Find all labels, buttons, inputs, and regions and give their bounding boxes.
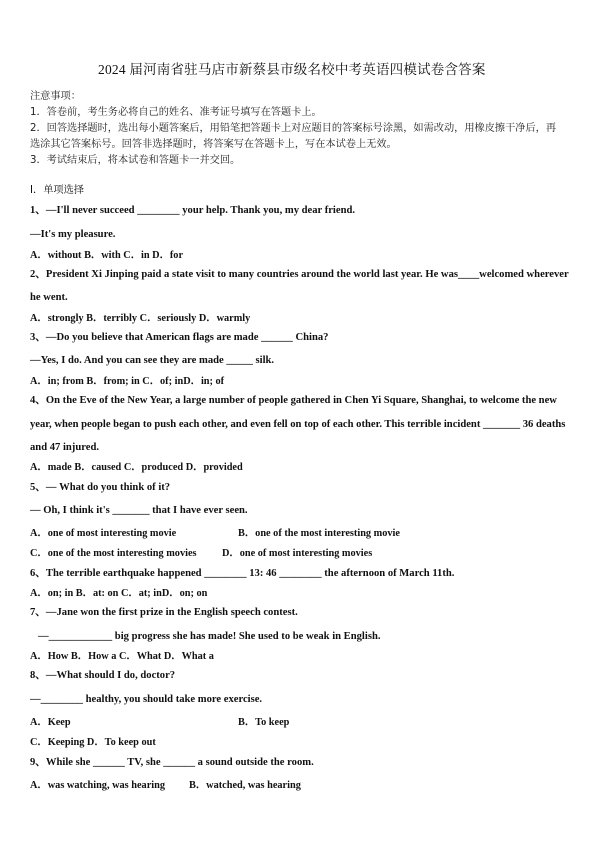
answer-option: D．one of most interesting movies <box>222 548 373 559</box>
question-line: —It's my pleasure. <box>30 229 116 240</box>
question-line: 4、On the Eve of the New Year, a large number of people gathered in Chen Yi Square, Shanghai, to welcome the new <box>30 395 557 406</box>
notes-heading: 注意事项： <box>30 91 81 102</box>
question-line: 2、President Xi Jinping paid a state visit to many countries around the world last year. He was____welcomed wherever <box>30 269 569 280</box>
answer-option: B．one of the most interesting movie <box>238 528 400 539</box>
answer-option: B．To keep <box>238 717 290 728</box>
answer-option: C．Keeping D．To keep out <box>30 737 156 748</box>
note-item: 3．考试结束后，将本试卷和答题卡一并交回。 <box>30 155 241 166</box>
answer-options: A．strongly B．terribly C．seriously D．warmly <box>30 313 251 324</box>
question-line: and 47 injured. <box>30 442 99 453</box>
answer-options: A．on; in B．at: on C．at; inD．on; on <box>30 588 208 599</box>
question-line: — Oh, I think it's _______ that I have ever seen. <box>30 505 248 516</box>
note-item: 1．答卷前，考生务必将自己的姓名、准考证号填写在答题卡上。 <box>30 107 322 118</box>
answer-option: B．watched, was hearing <box>189 780 301 791</box>
question-line: year, when people began to push each other, and even fell on top of each other. This terrible incident _______ 36 deaths <box>30 419 566 430</box>
question-line: —____________ big progress she has made! She used to be weak in English. <box>38 631 381 642</box>
question-line: 7、—Jane won the first prize in the English speech contest. <box>30 607 298 618</box>
note-item: 选涂其它答案标号。回答非选择题时，将答案写在答题卡上，写在本试卷上无效。 <box>30 139 397 150</box>
question-line: 3、—Do you believe that American flags are made ______ China? <box>30 332 329 343</box>
page-title: 2024 届河南省驻马店市新蔡县市级名校中考英语四模试卷含答案 <box>98 62 486 77</box>
question-line: —________ healthy, you should take more exercise. <box>30 694 263 705</box>
answer-option: A．Keep <box>30 717 71 728</box>
answer-options: A．How B．How a C．What D．What a <box>30 651 214 662</box>
question-line: 1、—I'll never succeed ________ your help. Thank you, my dear friend. <box>30 205 355 216</box>
note-item: 2．回答选择题时，选出每小题答案后，用铅笔把答题卡上对应题目的答案标号涂黑，如需改动，用橡皮擦干净后，再 <box>30 123 557 134</box>
section-heading: Ⅰ．单项选择 <box>30 185 84 196</box>
question-line: 5、— What do you think of it? <box>30 482 171 493</box>
question-line: 8、—What should I do, doctor? <box>30 670 176 681</box>
question-line: 6、The terrible earthquake happened ________ 13: 46 ________ the afternoon of March 11th. <box>30 568 455 579</box>
question-line: —Yes, I do. And you can see they are made _____ silk. <box>30 355 275 366</box>
answer-option: A．was watching, was hearing <box>30 780 166 791</box>
answer-options: A．without B．with C．in D．for <box>30 250 184 261</box>
question-line: 9、While she ______ TV, she ______ a sound outside the room. <box>30 757 314 768</box>
answer-option: A．one of most interesting movie <box>30 528 177 539</box>
answer-options: A．in; from B．from; in C．of; inD．in; of <box>30 376 225 387</box>
answer-option: C．one of the most interesting movies <box>30 548 197 559</box>
answer-options: A．made B．caused C．produced D．provided <box>30 462 243 473</box>
question-line: he went. <box>30 292 68 303</box>
